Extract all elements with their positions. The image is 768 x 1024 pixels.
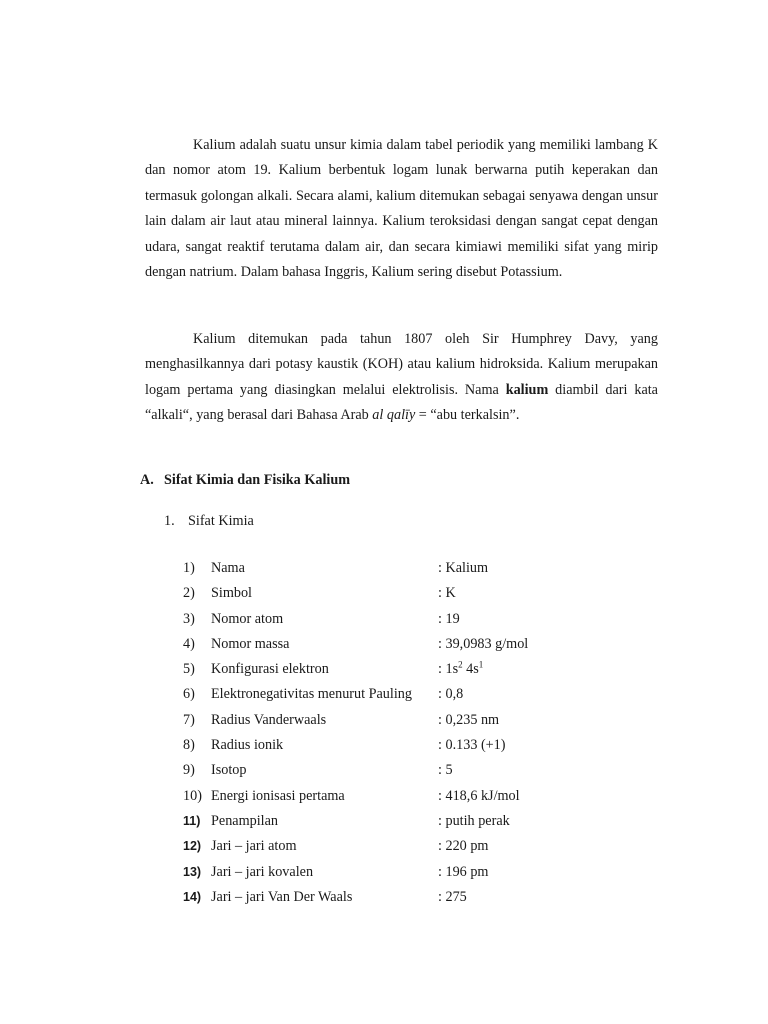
discovery-italic-term: al qalīy [372,407,416,424]
section-title: Sifat Kimia dan Fisika Kalium [164,472,351,488]
property-key: Radius Vanderwaals [211,711,327,728]
intro-paragraph [145,133,658,285]
property-value: : K [438,585,456,602]
property-key: Konfigurasi elektron [211,661,329,678]
property-value: : 220 pm [438,838,489,855]
property-value: : 418,6 kJ/mol [438,787,520,804]
property-key: Nomor massa [211,635,290,652]
property-value: : 5 [438,762,453,779]
property-value: : 39,0983 g/mol [438,635,529,652]
section-letter: A. [140,472,154,488]
property-value [438,657,483,682]
discovery-text-c: = “abu terkalsin”. [415,407,520,424]
property-key: Energi ionisasi pertama [211,787,345,804]
property-value: : 275 [438,888,467,905]
property-key: Jari – jari Van Der Waals [211,888,353,905]
property-value: : 196 pm [438,863,489,880]
property-number: 3) [183,610,195,627]
property-value: : 0,8 [438,686,464,703]
property-number: 11) [183,813,201,828]
property-number: 10) [183,787,202,804]
property-number: 2) [183,585,195,602]
property-number: 8) [183,737,195,754]
property-key: Radius ionik [211,737,284,754]
property-number: 7) [183,711,195,728]
property-number: 5) [183,661,195,678]
discovery-text-b: diambil dari kata “alkali“, yang berasal dari Bahasa Arab [145,381,658,424]
property-number: 6) [183,686,195,703]
property-number: 4) [183,635,195,652]
property-key: Jari – jari atom [211,838,297,855]
property-key: Simbol [211,585,252,602]
intro-paragraph-text: Kalium adalah suatu unsur kimia dalam tabel periodik yang memiliki lambang K dan nomor atom 19. Kalium berbentuk logam lunak berwarna putih keperakan dan termasuk golongan alkali. Secara alami, kalium ditemukan sebagai senyawa dengan unsur lain dalam air laut atau mineral lainnya. Kalium teroksidasi dengan sangat cepat dengan udara, sangat reaktif terutama dalam air, dan secara kimiawi memiliki sifat yang mirip dengan natrium. Dalam bahasa Inggris, Kalium sering disebut Potassium. [145,137,658,281]
config-sup-1: 2 [458,659,463,670]
property-number: 14) [183,889,202,904]
config-sup-2: 1 [478,659,484,670]
discovery-text-a: Kalium ditemukan pada tahun 1807 oleh Sir Humphrey Davy, yang menghasilkannya dari potasy kaustik (KOH) atau kalium hidroksida. Kalium merupakan logam pertama yang diasingkan melalui elektrolisis. Nama [145,331,658,398]
discovery-bold-term: kalium [505,381,549,398]
subsection-number: 1. [164,513,175,529]
config-mid: 4s [462,661,479,678]
property-key: Nomor atom [211,610,284,627]
discovery-paragraph [145,327,658,429]
property-number: 9) [183,762,195,779]
subsection-title: Sifat Kimia [188,513,254,529]
section-heading [140,472,350,489]
property-key: Penampilan [211,812,278,829]
property-key: Jari – jari kovalen [211,863,314,880]
config-prefix: : 1s [438,661,459,678]
property-number: 13) [183,864,202,879]
property-value: : putih perak [438,812,510,829]
subsection-heading [164,513,254,530]
property-value: : 0,235 nm [438,711,500,728]
property-value: : 0.133 (+1) [438,737,506,754]
property-number: 12) [183,839,202,854]
property-number: 1) [183,560,195,576]
property-key: Elektronegativitas menurut Pauling [211,686,412,703]
property-value: : Kalium [438,560,489,576]
property-key: Nama [211,560,245,576]
property-key: Isotop [211,762,247,779]
property-value: : 19 [438,610,460,627]
